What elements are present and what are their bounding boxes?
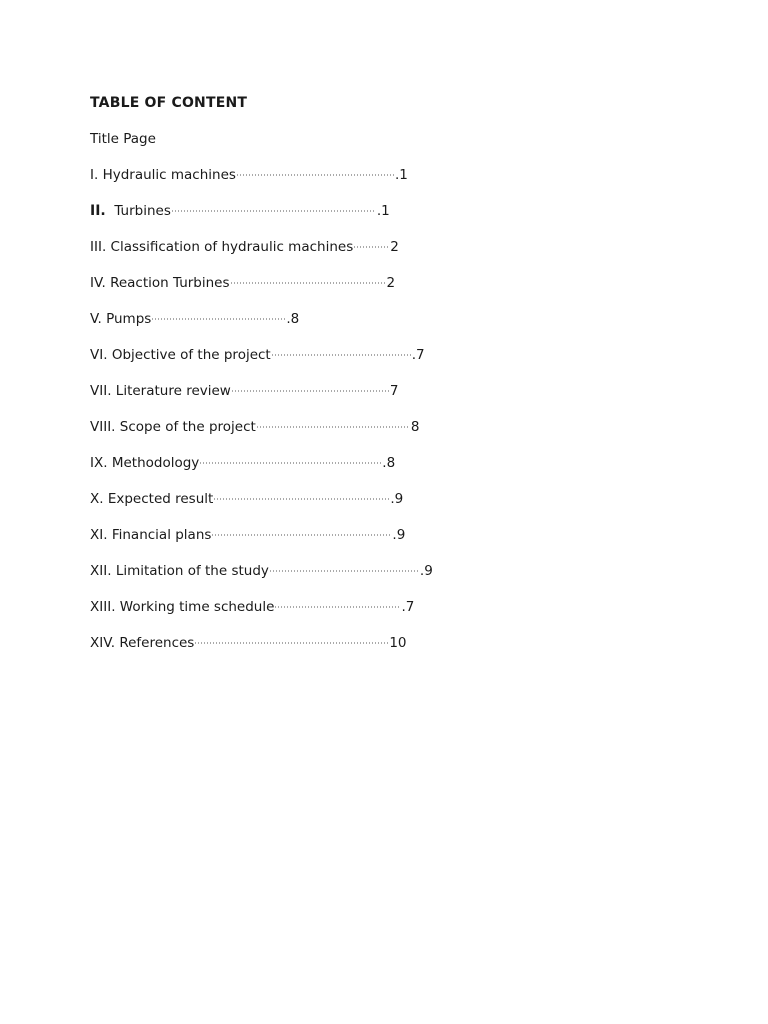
toc-entry-page: 2 <box>390 239 399 255</box>
toc-entry-title: Scope of the project <box>119 419 256 435</box>
toc-entry-numeral: XII. <box>90 563 112 579</box>
toc-entry-title: Expected result <box>107 491 214 507</box>
toc-entry-turbines <box>90 200 690 222</box>
toc-entry-title: Classification of hydraulic machines <box>110 239 354 255</box>
toc-entry-numeral: VI. <box>90 347 108 363</box>
toc-dot-leader <box>353 246 389 248</box>
toc-entry-page: .1 <box>376 203 390 219</box>
toc-entry-objective <box>90 344 690 366</box>
toc-entry-page: .9 <box>419 563 433 579</box>
toc-entry-working-time <box>90 596 690 618</box>
toc-entry-page: 10 <box>389 635 407 651</box>
toc-entry-numeral: IV. <box>90 275 106 291</box>
toc-entry-numeral: V. <box>90 311 102 327</box>
toc-entry-page: 7 <box>389 383 399 399</box>
toc-title-page-label: Title Page <box>90 131 156 147</box>
toc-entry-numeral: III. <box>90 239 107 255</box>
toc-heading: TABLE OF CONTENT <box>90 95 248 111</box>
toc-entry-title: Financial plans <box>111 527 212 543</box>
toc-dot-leader <box>213 498 389 500</box>
toc-dot-leader <box>256 426 410 428</box>
toc-entry-page: .7 <box>411 347 425 363</box>
toc-entry-numeral: I. <box>90 167 99 183</box>
toc-entry-title: Hydraulic machines <box>102 167 236 183</box>
toc-entry-financial-plans <box>90 524 690 546</box>
toc-dot-leader <box>171 210 376 212</box>
toc-entry-classification <box>90 236 690 258</box>
toc-entry-numeral: IX. <box>90 455 108 471</box>
toc-entry-scope <box>90 416 690 438</box>
toc-entry-numeral: II. <box>90 203 106 219</box>
toc-entry-numeral: X. <box>90 491 104 507</box>
toc-entry-methodology <box>90 452 690 474</box>
table-of-contents <box>90 92 690 668</box>
toc-entry-title: Pumps <box>106 311 152 327</box>
toc-dot-leader <box>151 318 285 320</box>
toc-dot-leader <box>211 534 391 536</box>
toc-dot-leader <box>199 462 381 464</box>
toc-entry-numeral: XIV. <box>90 635 116 651</box>
toc-entry-references <box>90 632 690 654</box>
toc-entry-numeral: VIII. <box>90 419 116 435</box>
toc-entry-expected-result <box>90 488 690 510</box>
toc-entry-title: Working time schedule <box>119 599 275 615</box>
toc-dot-leader <box>230 282 386 284</box>
toc-entry-title: Limitation of the study <box>115 563 269 579</box>
toc-dot-leader <box>274 606 400 608</box>
toc-entry-page: .7 <box>401 599 415 615</box>
toc-entry-page: .9 <box>390 491 404 507</box>
toc-title-page <box>90 128 690 150</box>
toc-entry-title: Methodology <box>111 455 200 471</box>
toc-entry-numeral: VII. <box>90 383 112 399</box>
toc-entry-literature-review <box>90 380 690 402</box>
toc-dot-leader <box>271 354 411 356</box>
toc-entry-title: Turbines <box>114 203 171 219</box>
toc-entry-page: .8 <box>382 455 396 471</box>
toc-dot-leader <box>236 174 394 176</box>
toc-entry-title: References <box>119 635 195 651</box>
toc-entry-reaction-turbines <box>90 272 690 294</box>
toc-entry-page: .9 <box>392 527 406 543</box>
toc-entry-pumps <box>90 308 690 330</box>
toc-dot-leader <box>194 642 388 644</box>
toc-entry-title: Objective of the project <box>111 347 271 363</box>
toc-entry-page: 8 <box>410 419 420 435</box>
toc-entry-page: .1 <box>394 167 408 183</box>
toc-entry-title: Reaction Turbines <box>110 275 230 291</box>
toc-dot-leader <box>269 570 419 572</box>
toc-entry-hydraulic-machines <box>90 164 690 186</box>
toc-entry-title: Literature review <box>115 383 231 399</box>
toc-entry-page: .8 <box>286 311 300 327</box>
toc-dot-leader <box>231 390 389 392</box>
toc-entry-numeral: XIII. <box>90 599 116 615</box>
toc-entry-numeral: XI. <box>90 527 108 543</box>
toc-entry-limitation <box>90 560 690 582</box>
toc-entry-page: 2 <box>386 275 396 291</box>
